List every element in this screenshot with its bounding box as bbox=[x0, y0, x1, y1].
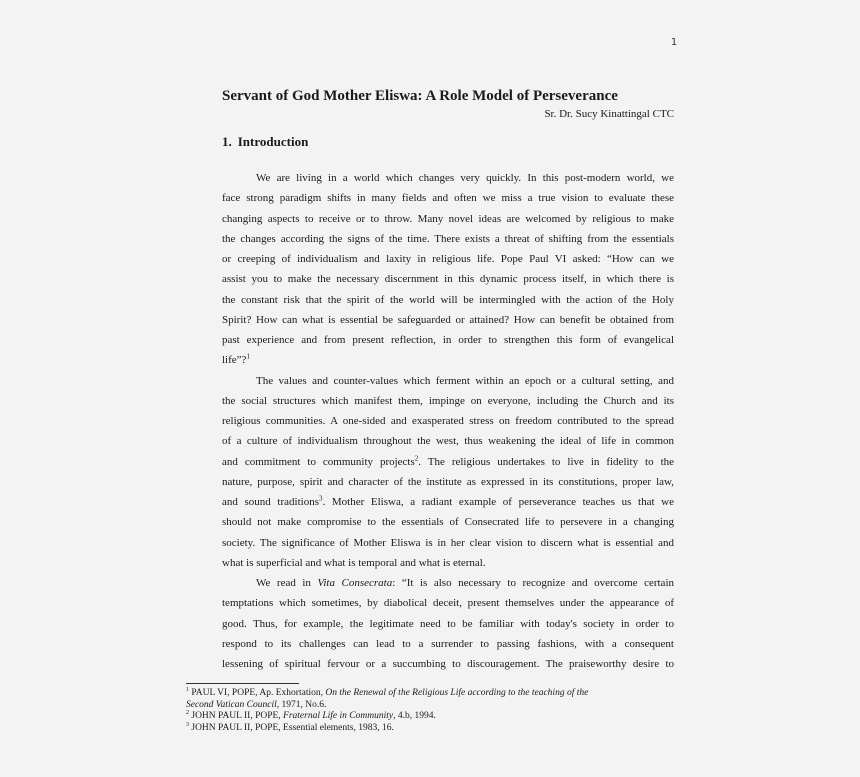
text-line: good. Thus, for example, the legitimate need to be familiar with today's society in order to bbox=[222, 617, 674, 630]
footnote-ref: 3 bbox=[318, 494, 323, 503]
text-line: or creeping of individualism and laxity in religious life. Pope Paul VI asked: “How can we bbox=[222, 253, 674, 265]
text-line: lessening of spiritual fervour or a succumbing to discouragement. The praiseworthy desire to bbox=[222, 658, 674, 670]
footnote-ref: 2 bbox=[414, 453, 419, 462]
text-line: Spirit? How can what is essential be safeguarded or attained? How can benefit be obtained from bbox=[222, 313, 674, 326]
text-line: society. The significance of Mother Eliswa is in her clear vision to discern what is essential and bbox=[222, 536, 674, 549]
text-line: temptations which sometimes, by diabolical deceit, present themselves under the appearance of bbox=[222, 597, 674, 610]
text-line: the changes according the signs of the time. There exists a threat of shifting from the essentials bbox=[222, 232, 674, 245]
footnote: $^1$ PAUL VI, POPE, Ap. Exhortation, On the Renewal of the Religious Life according to the teaching of the bbox=[186, 686, 589, 698]
text-line: nature, purpose, spirit and character of the institute as expressed in its constitutions, proper law, bbox=[222, 475, 674, 488]
text-line: of a culture of individualism throughout the west, thus weakening the ideal of life in common bbox=[222, 435, 674, 448]
text-line: should not make compromise to the essentials of Consecrated life to persevere in a changing bbox=[222, 516, 674, 529]
text-line: We read in Vita Consecrata: “It is also necessary to recognize and overcome certain bbox=[256, 577, 674, 589]
text-line: face strong paradigm shifts in many fields and often we miss a true vision to evaluate these bbox=[222, 192, 674, 205]
text-line: assist you to make the necessary discernment in this dynamic process itself, in which there is bbox=[222, 273, 674, 286]
text-line: changing aspects to receive or to throw. Many novel ideas are welcomed by religious to make bbox=[222, 212, 674, 225]
text-line: what is superficial and what is temporal and what is eternal. bbox=[222, 556, 486, 569]
footnote-divider bbox=[186, 683, 299, 684]
text-line: and commitment to community projects$^2$. The religious undertakes to live in fidelity to the bbox=[222, 453, 675, 468]
italic-title: Vita Consecrata bbox=[317, 577, 393, 589]
footnote-continuation: Second Vatican Council, 1971, No.6. bbox=[186, 699, 327, 710]
text-line: The values and counter-values which ferment within an epoch or a cultural setting, and bbox=[256, 374, 674, 387]
footnotes bbox=[186, 688, 666, 734]
section-heading bbox=[222, 134, 308, 150]
text-line: past experience and from present reflection, in order to strengthen this form of evangelical bbox=[222, 334, 674, 346]
text-line: respond to its challenges can lead to a surrender to passing fashions, with a consequent bbox=[222, 637, 674, 650]
footnote-mark: 2 bbox=[186, 709, 189, 716]
text-line: the constant risk that the spirit of the world will be intermingled with the action of the Holy bbox=[222, 293, 674, 306]
section-label: Introduction bbox=[237, 134, 309, 149]
footnote-ref: 1 bbox=[246, 352, 250, 361]
footnote-mark: 3 bbox=[186, 721, 189, 728]
document-author: Sr. Dr. Sucy Kinattingal CTC bbox=[544, 108, 674, 120]
document-title: Servant of God Mother Eliswa: A Role Model of Perseverance bbox=[222, 88, 618, 104]
page-number: 1 bbox=[670, 37, 678, 48]
section-number: 1. bbox=[222, 134, 232, 149]
text-line: life”?$^1$ bbox=[222, 352, 250, 367]
text-line: religious communities. A one-sided and exasperated stress on freedom contributed to the spread bbox=[222, 415, 674, 427]
footnote: $^2$ JOHN PAUL II, POPE, Fraternal Life in Community, 4.b, 1994. bbox=[186, 709, 436, 721]
text-line: the social structures which manifest them, impinge on everyone, including the Church and its bbox=[222, 394, 674, 407]
text-line: and sound traditions$^3$. Mother Eliswa, a radiant example of perseverance teaches us that we bbox=[222, 494, 674, 508]
body-text bbox=[222, 170, 674, 676]
footnote-mark: 1 bbox=[186, 686, 189, 693]
text-line: We are living in a world which changes very quickly. In this post-modern world, we bbox=[256, 172, 674, 184]
footnote: $^3$ JOHN PAUL II, POPE, Essential elements, 1983, 16. bbox=[186, 721, 394, 733]
